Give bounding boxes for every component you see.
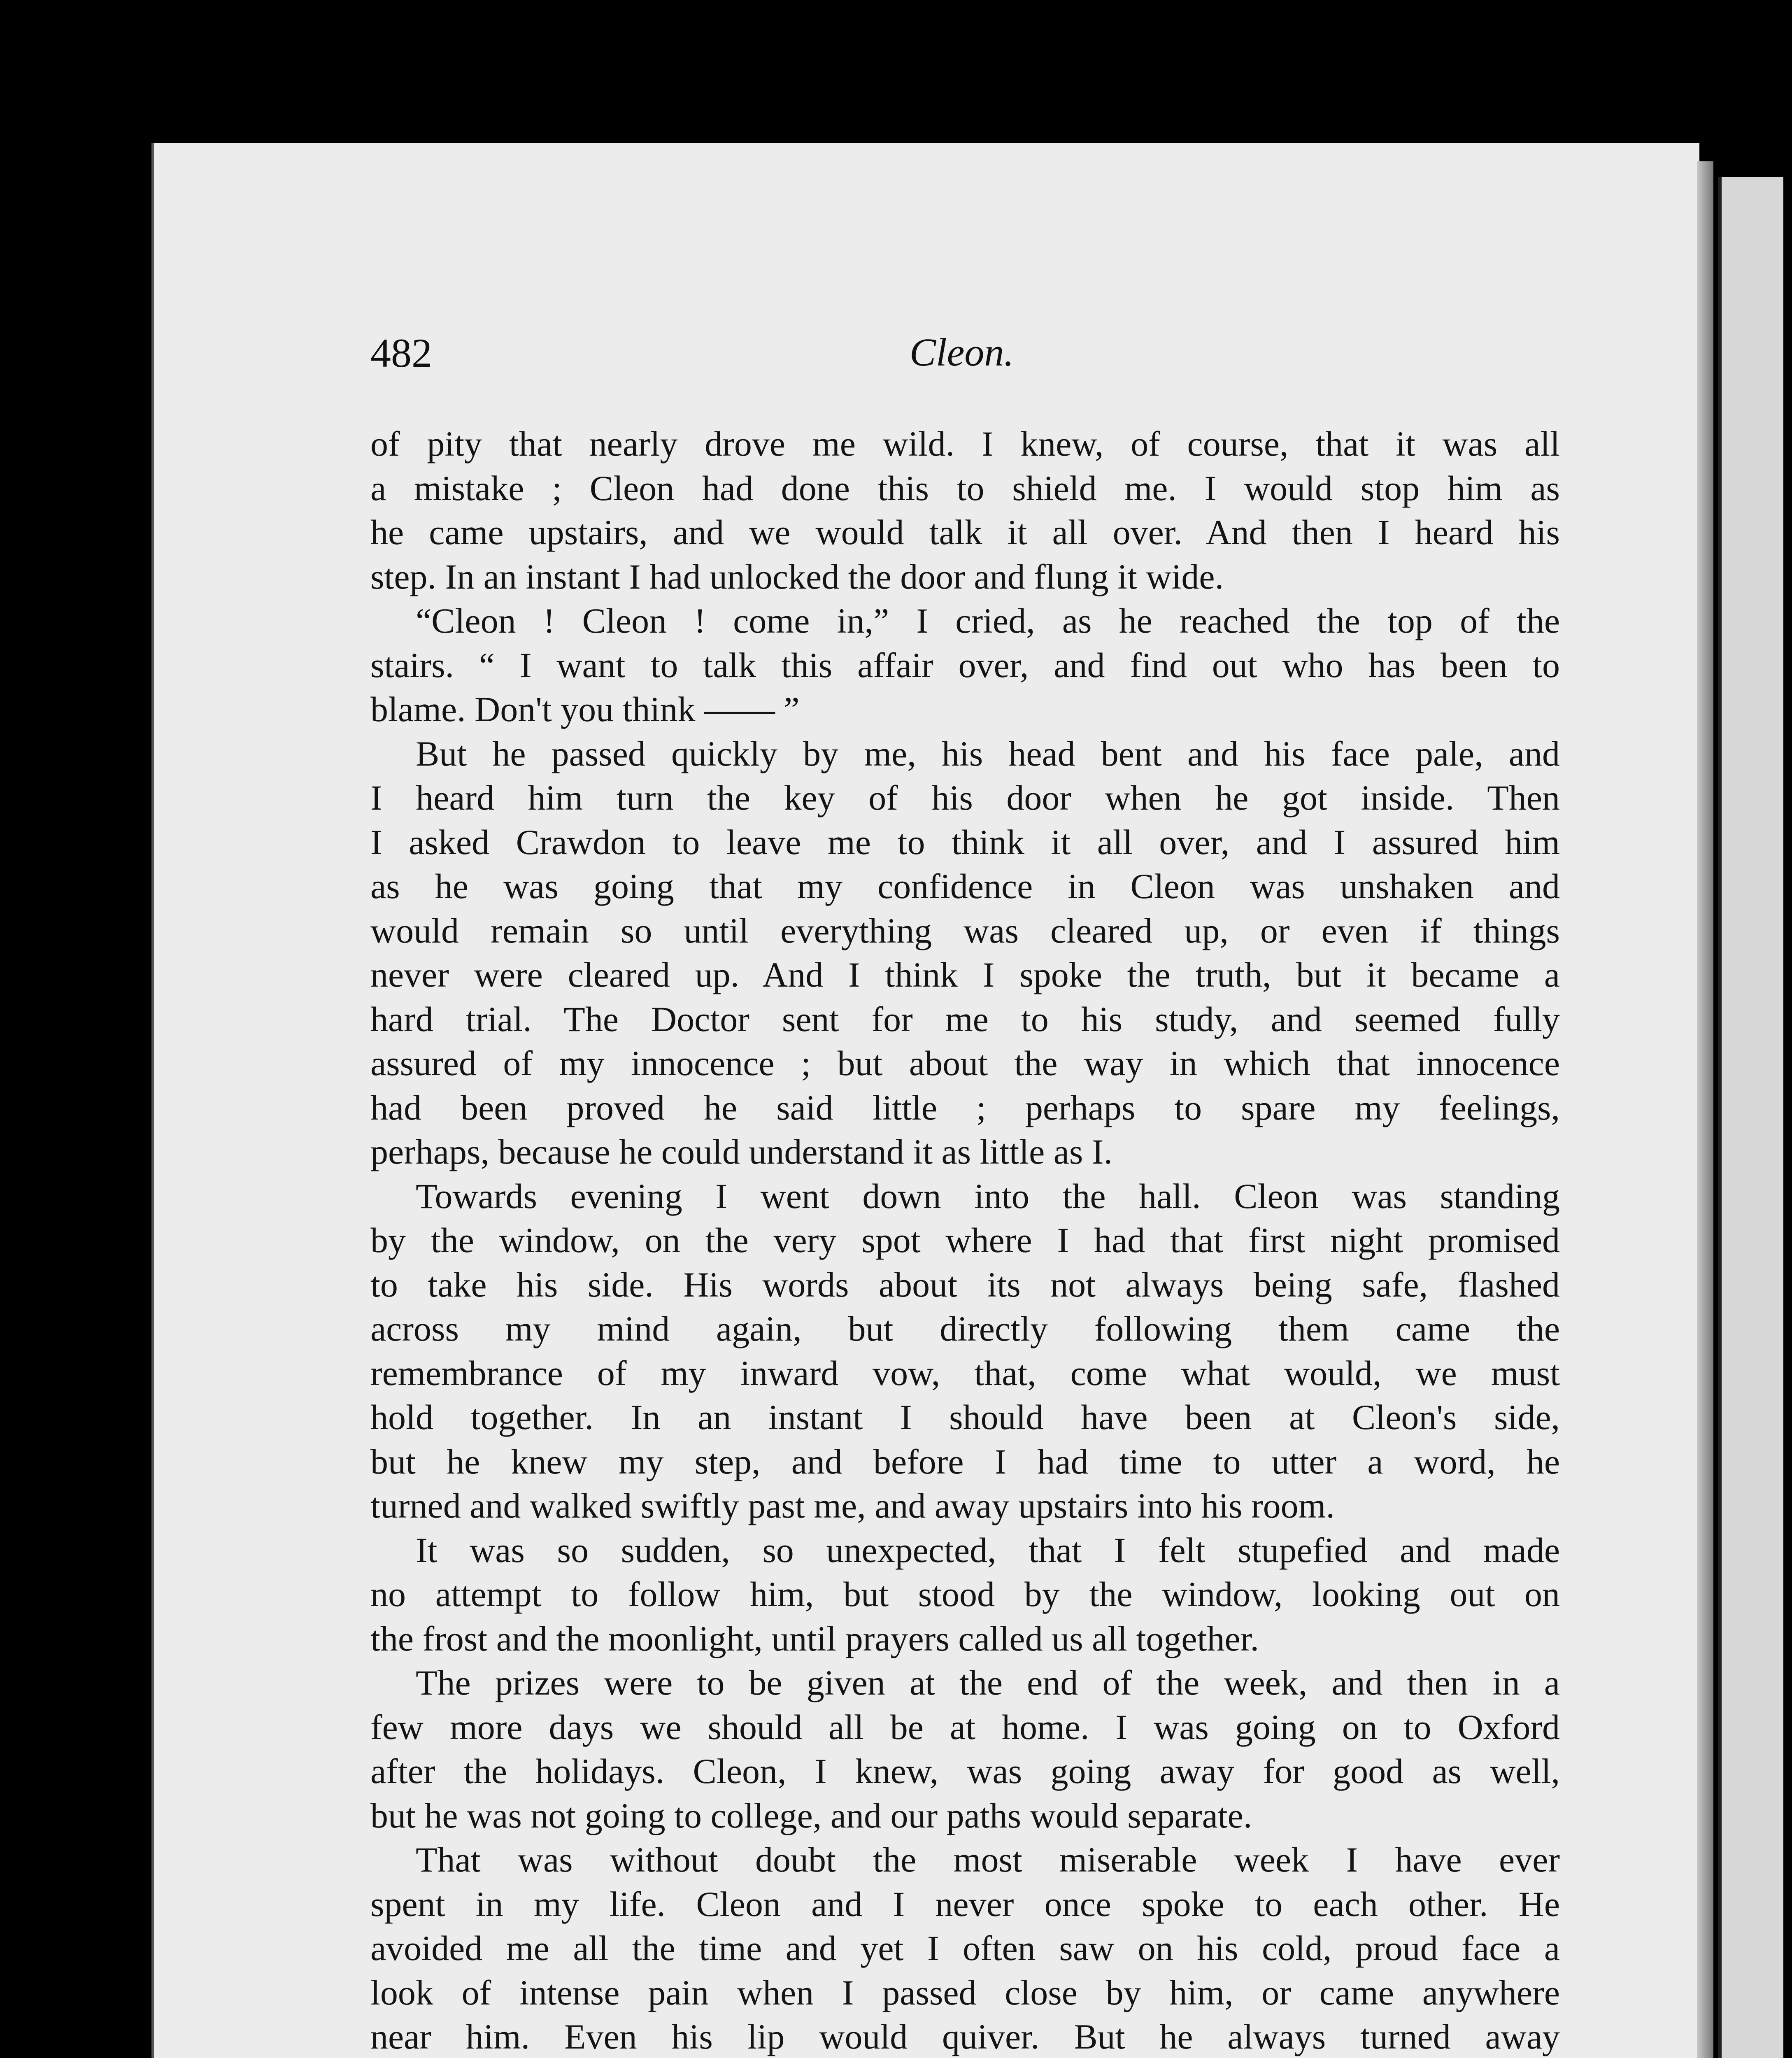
adjacent-page-edge [1718,177,1783,2058]
page-number: 482 [370,330,432,376]
text-line: had been proved he said little ; perhaps to spare my feelings, [370,1087,1560,1127]
text-line: no attempt to follow him, but stood by the window, looking out on [370,1574,1560,1614]
page-gutter-shadow [1697,161,1713,2058]
text-line: would remain so until everything was cleared up, or even if things [370,910,1560,950]
text-line: but he was not going to college, and our paths would separate. [370,1795,1252,1835]
running-title: Cleon. [910,330,1014,374]
text-line: But he passed quickly by me, his head bent and his face pale, and [416,733,1560,773]
text-line: spent in my life. Cleon and I never once spoke to each other. He [370,1884,1560,1924]
text-line: a mistake ; Cleon had done this to shield me. I would stop him as [370,468,1560,508]
text-line: hold together. In an instant I should have been at Cleon's side, [370,1397,1560,1437]
text-line: near him. Even his lip would quiver. But he always turned away [370,2017,1560,2056]
text-line: never were cleared up. And I think I spoke the truth, but it became a [370,955,1560,994]
text-line: blame. Don't you think —— ” [370,689,800,729]
text-line: It was so sudden, so unexpected, that I felt stupefied and made [416,1530,1560,1570]
text-line: Towards evening I went down into the hall. Cleon was standing [416,1176,1560,1216]
text-line: after the holidays. Cleon, I knew, was going away for good as well, [370,1751,1560,1791]
text-line: step. In an instant I had unlocked the door and flung it wide. [370,556,1224,596]
text-line: he came upstairs, and we would talk it all over. And then I heard his [370,512,1560,552]
text-line: to take his side. His words about its not always being safe, flashed [370,1264,1560,1304]
text-line: perhaps, because he could understand it as little as I. [370,1132,1113,1171]
page-header [370,329,1560,391]
text-line: remembrance of my inward vow, that, come what would, we must [370,1353,1560,1393]
text-line: but he knew my step, and before I had time to utter a word, he [370,1441,1560,1481]
text-line: I heard him turn the key of his door when he got inside. Then [370,778,1560,817]
text-line: as he was going that my confidence in Cleon was unshaken and [370,866,1560,906]
text-line: turned and walked swiftly past me, and away upstairs into his room. [370,1486,1335,1525]
text-line: across my mind again, but directly following them came the [370,1309,1560,1348]
text-line: hard trial. The Doctor sent for me to his study, and seemed fully [370,999,1560,1039]
text-line: That was without doubt the most miserable week I have ever [416,1840,1560,1879]
text-line: avoided me all the time and yet I often saw on his cold, proud face a [370,1928,1560,1968]
text-line: assured of my innocence ; but about the way in which that innocence [370,1043,1560,1083]
text-line: The prizes were to be given at the end of the week, and then in a [416,1663,1560,1702]
text-line: “Cleon ! Cleon ! come in,” I cried, as he reached the top of the [416,601,1560,640]
text-line: look of intense pain when I passed close by him, or came anywhere [370,1972,1560,2012]
text-line: of pity that nearly drove me wild. I knew, of course, that it was all [370,424,1560,463]
body-text [370,422,1560,2058]
text-line: few more days we should all be at home. I was going on to Oxford [370,1707,1560,1747]
text-line: the frost and the moonlight, until prayers called us all together. [370,1618,1259,1658]
text-line: stairs. “ I want to talk this affair over, and find out who has been to [370,645,1560,685]
text-line: I asked Crawdon to leave me to think it all over, and I assured him [370,822,1560,862]
text-line: by the window, on the very spot where I had that first night promised [370,1220,1560,1260]
